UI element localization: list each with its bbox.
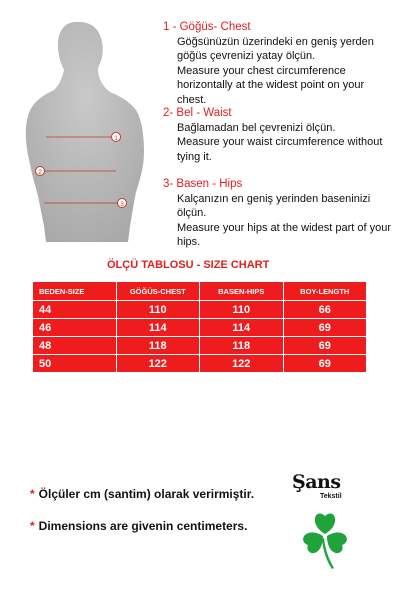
table-cell: 44	[33, 301, 117, 319]
brand-name: Şans	[292, 471, 341, 493]
table-cell: 48	[33, 337, 117, 355]
instruction-hips	[163, 177, 395, 250]
instruction-text-tr: Bağlamadan bel çevrenizi ölçün.	[177, 121, 336, 134]
table-cell: 46	[33, 319, 117, 337]
table-row	[33, 337, 367, 355]
instruction-heading: 1 - Göğüs- Chest	[163, 21, 251, 33]
table-cell: 114	[200, 319, 284, 337]
note-text: Dimensions are givenin centimeters.	[38, 519, 248, 533]
marker-hips	[118, 199, 127, 209]
instruction-text-tr: Kalçanızın en geniş yerinden baseninizi ölçün.	[177, 192, 371, 219]
instruction-text-en: Measure your waist circumference without tying it.	[177, 136, 383, 163]
instruction-text-tr: Göğsünüzün üzerindeki en geniş yerden göğüs çevrenizi yatay ölçün.	[177, 35, 374, 62]
brand-logo	[290, 471, 370, 586]
note-units-tr	[30, 487, 254, 501]
table-cell: 50	[33, 355, 117, 373]
table-cell: 69	[283, 319, 367, 337]
column-header: BASEN-HIPS	[200, 282, 284, 301]
table-header-row	[33, 282, 367, 301]
table-row	[33, 301, 367, 319]
instruction-text-en: Measure your chest circumference horizontally at the widest point on your chest.	[177, 64, 365, 106]
column-header: BOY-LENGTH	[283, 282, 367, 301]
instruction-heading: 2- Bel - Waist	[163, 107, 232, 119]
table-cell: 66	[283, 301, 367, 319]
brand-subtitle: Tekstil	[320, 493, 342, 500]
body-silhouette-icon	[20, 20, 152, 242]
table-cell: 118	[116, 337, 200, 355]
marker-waist	[36, 167, 45, 177]
size-chart-table	[32, 281, 367, 373]
marker-chest	[112, 133, 121, 143]
column-header: BEDEN-SIZE	[33, 282, 117, 301]
instruction-heading: 3- Basen - Hips	[163, 178, 243, 190]
note-units-en	[30, 519, 247, 533]
table-cell: 69	[283, 337, 367, 355]
table-cell: 69	[283, 355, 367, 373]
note-text: Ölçüler cm (santim) olarak verirmiştir.	[38, 487, 255, 501]
table-cell: 122	[116, 355, 200, 373]
table-row	[33, 319, 367, 337]
size-chart-title-text: ÖLÇÜ TABLOSU - SIZE CHART	[107, 259, 270, 271]
instruction-text-en: Measure your hips at the widest part of your hips.	[177, 221, 391, 248]
table-cell: 110	[200, 301, 284, 319]
asterisk: *	[30, 487, 35, 501]
table-row	[33, 355, 367, 373]
instruction-waist	[163, 106, 395, 164]
asterisk: *	[30, 519, 35, 533]
marker-label: 2	[38, 169, 42, 176]
table-cell: 122	[200, 355, 284, 373]
column-header: GÖĞÜS-CHEST	[116, 282, 200, 301]
instruction-chest	[163, 20, 395, 107]
marker-label: 1	[114, 135, 118, 142]
table-cell: 114	[116, 319, 200, 337]
clover-icon	[298, 504, 352, 572]
size-chart-title	[0, 259, 400, 271]
marker-label: 3	[120, 201, 124, 208]
table-cell: 118	[200, 337, 284, 355]
table-cell: 110	[116, 301, 200, 319]
